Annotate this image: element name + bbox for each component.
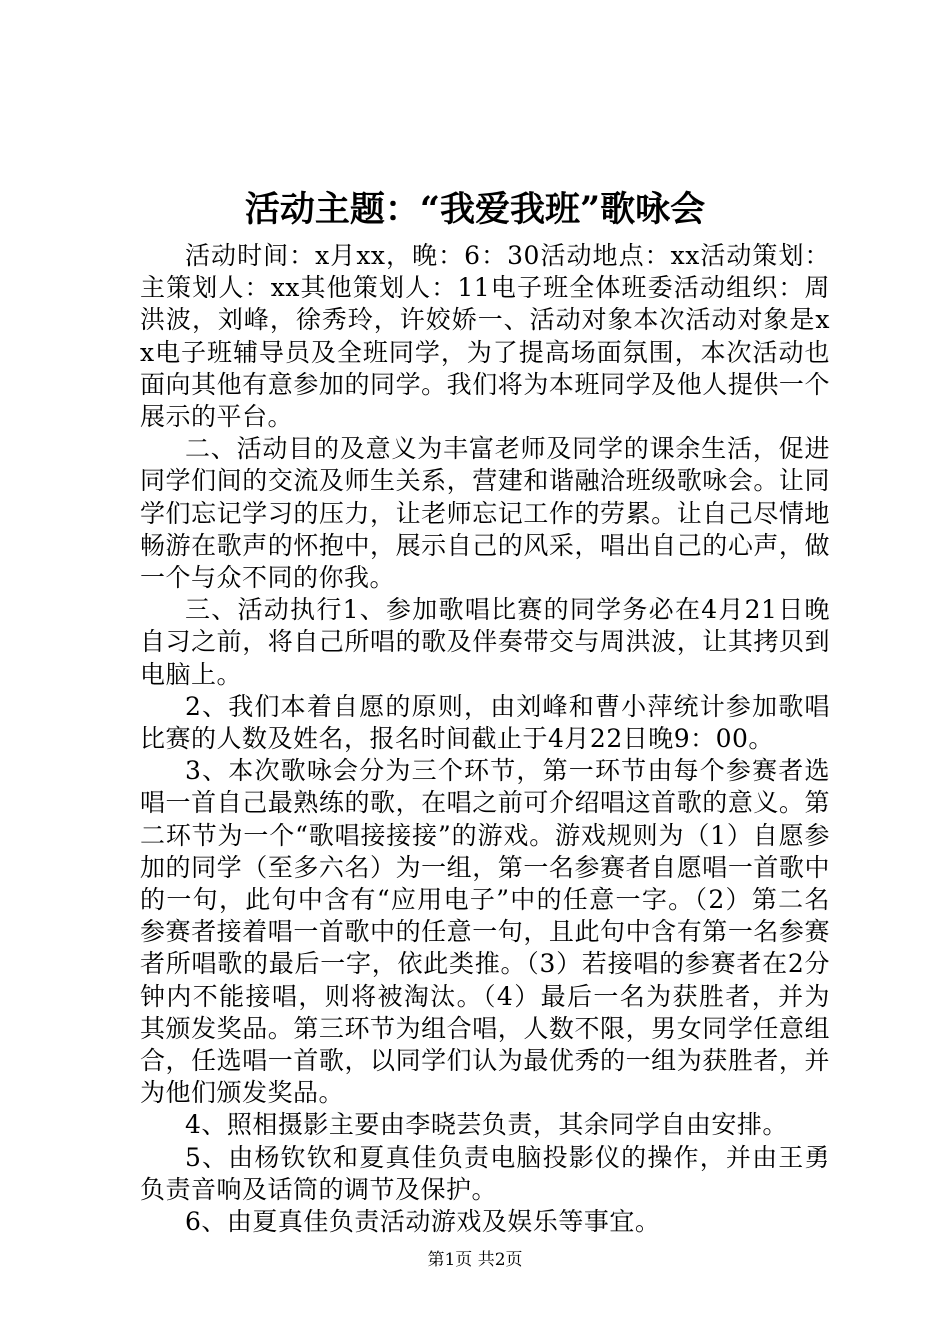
paragraph-execution-6: 6、由夏真佳负责活动游戏及娱乐等事宜。 — [185, 1207, 661, 1237]
page-number-footer: 第1页 共2页 — [427, 1250, 523, 1270]
paragraph-execution-4: 4、照相摄影主要由李晓芸负责，其余同学自由安排。 — [185, 1110, 788, 1140]
paragraph-purpose: 二、活动目的及意义为丰富老师及同学的课余生活，促进同学们间的交流及师生关系，营建和谐融洽班级歌咏会。让同学们忘记学习的压力，让老师忘记工作的劳累。让自己尽情地畅游在歌声的怀抱中，展示自己的风采，唱出自己的心声，做一个与众不同的你我。 — [140, 434, 830, 593]
paragraph-execution-1: 三、活动执行1、参加歌唱比赛的同学务必在4月21日晚自习之前，将自己所唱的歌及伴奏带交与周洪波，让其拷贝到电脑上。 — [140, 595, 830, 689]
paragraph-intro: 活动时间：x月xx，晚：6：30活动地点：xx活动策划：主策划人：xx其他策划人：11电子班全体班委活动组织：周洪波，刘峰，徐秀玲，许姣娇一、活动对象本次活动对象是xx电子班辅导员及全班同学，为了提高场面氛围，本次活动也面向其他有意参加的同学。我们将为本班同学及他人提供一个展示的平台。 — [140, 241, 830, 432]
paragraph-execution-5: 5、由杨钦钦和夏真佳负责电脑投影仪的操作，并由王勇负责音响及话筒的调节及保护。 — [140, 1142, 830, 1204]
document-body — [140, 240, 830, 1238]
document-title: 活动主题：“我爱我班”歌咏会 — [244, 189, 706, 230]
paragraph-execution-2: 2、我们本着自愿的原则，由刘峰和曹小萍统计参加歌唱比赛的人数及姓名，报名时间截止于4月22日晚9：00。 — [140, 691, 830, 754]
paragraph-execution-3: 3、本次歌咏会分为三个环节，第一环节由每个参赛者选唱一首自己最熟练的歌，在唱之前可介绍唱这首歌的意义。第二环节为一个“歌唱接接接”的游戏。游戏规则为（1）自愿参加的同学（至多六名）为一组，第一名参赛者自愿唱一首歌中的一句，此句中含有“应用电子”中的任意一字。（2）第二名参赛者接着唱一首歌中的任意一句，且此句中含有第一名参赛者所唱歌的最后一字，依此类推。（3）若接唱的参赛者在2分钟内不能接唱，则将被淘汰。（4）最后一名为获胜者，并为其颁发奖品。第三环节为组合唱，人数不限，男女同学任意组合，任选唱一首歌，以同学们认为最优秀的一组为获胜者，并为他们颁发奖品。 — [140, 756, 830, 1108]
